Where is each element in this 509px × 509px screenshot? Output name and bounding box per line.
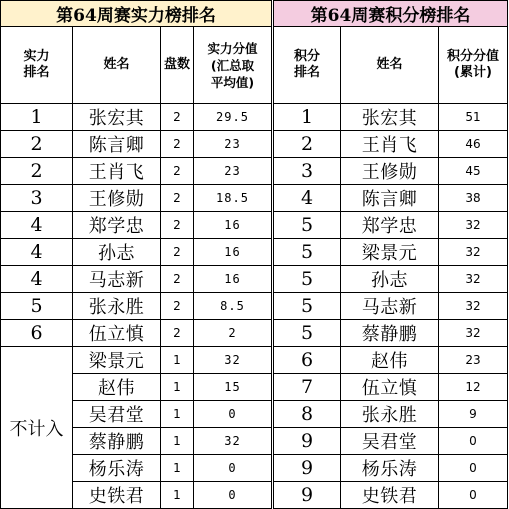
points-score-cell: 0 xyxy=(439,482,508,509)
games-cell: 2 xyxy=(161,104,194,131)
table-row xyxy=(274,293,508,320)
player-name-cell: 郑学忠 xyxy=(341,212,439,239)
player-name-cell: 王修勋 xyxy=(341,158,439,185)
strength-rank-cell: 6 xyxy=(1,320,73,347)
player-name-cell: 郑学忠 xyxy=(73,212,161,239)
points-rank-cell: 3 xyxy=(274,158,341,185)
header-strength-rank-label: 实力 排名 xyxy=(23,49,50,80)
games-cell: 2 xyxy=(161,158,194,185)
points-rank-cell: 8 xyxy=(274,401,341,428)
strength-score-cell: 23 xyxy=(194,131,272,158)
table-row xyxy=(274,428,508,455)
strength-score-cell: 16 xyxy=(194,239,272,266)
table-row xyxy=(274,239,508,266)
games-cell: 1 xyxy=(161,347,194,374)
strength-rank-cell: 3 xyxy=(1,185,73,212)
games-cell: 2 xyxy=(161,185,194,212)
table-row xyxy=(274,482,508,509)
player-name-cell: 杨乐涛 xyxy=(341,455,439,482)
games-cell: 2 xyxy=(161,239,194,266)
table-row xyxy=(1,131,272,158)
strength-score-cell: 16 xyxy=(194,212,272,239)
points-score-cell: 32 xyxy=(439,293,508,320)
strength-score-cell: 18.5 xyxy=(194,185,272,212)
points-ranking-table xyxy=(273,0,508,509)
games-cell: 1 xyxy=(161,455,194,482)
player-name-cell: 王修勋 xyxy=(73,185,161,212)
header-strength-score: 实力分值 (汇总取 平均值) xyxy=(194,27,272,104)
player-name-cell: 张永胜 xyxy=(73,293,161,320)
player-name-cell: 张永胜 xyxy=(341,401,439,428)
table-row xyxy=(274,158,508,185)
player-name-cell: 梁景元 xyxy=(73,347,161,374)
not-counted-label: 不计入 xyxy=(1,347,73,509)
player-name-cell: 伍立慎 xyxy=(73,320,161,347)
strength-rank-cell: 4 xyxy=(1,239,73,266)
table-row xyxy=(1,293,272,320)
player-name-cell: 王肖飞 xyxy=(73,158,161,185)
points-rank-cell: 2 xyxy=(274,131,341,158)
header-points-rank: 积分 排名 xyxy=(274,27,341,104)
player-name-cell: 伍立慎 xyxy=(341,374,439,401)
games-cell: 1 xyxy=(161,482,194,509)
strength-score-cell: 0 xyxy=(194,482,272,509)
table-row xyxy=(274,374,508,401)
player-name-cell: 蔡静鹏 xyxy=(73,428,161,455)
points-rank-cell: 9 xyxy=(274,482,341,509)
points-rank-cell: 1 xyxy=(274,104,341,131)
points-score-cell: 32 xyxy=(439,320,508,347)
strength-score-cell: 8.5 xyxy=(194,293,272,320)
games-cell: 2 xyxy=(161,212,194,239)
strength-rank-cell: 1 xyxy=(1,104,73,131)
points-score-cell: 0 xyxy=(439,428,508,455)
table-row xyxy=(274,320,508,347)
games-cell: 1 xyxy=(161,401,194,428)
strength-score-cell: 29.5 xyxy=(194,104,272,131)
games-cell: 2 xyxy=(161,131,194,158)
points-rank-cell: 5 xyxy=(274,266,341,293)
player-name-cell: 蔡静鹏 xyxy=(341,320,439,347)
strength-score-cell: 0 xyxy=(194,455,272,482)
table-row xyxy=(274,401,508,428)
points-score-cell: 12 xyxy=(439,374,508,401)
points-score-cell: 32 xyxy=(439,212,508,239)
points-rank-cell: 5 xyxy=(274,320,341,347)
strength-rank-cell: 2 xyxy=(1,158,73,185)
points-score-cell: 32 xyxy=(439,239,508,266)
points-rank-cell: 6 xyxy=(274,347,341,374)
points-score-cell: 45 xyxy=(439,158,508,185)
player-name-cell: 陈言卿 xyxy=(341,185,439,212)
player-name-cell: 孙志 xyxy=(73,239,161,266)
player-name-cell: 陈言卿 xyxy=(73,131,161,158)
player-name-cell: 史铁君 xyxy=(341,482,439,509)
table-row xyxy=(274,455,508,482)
points-rank-cell: 5 xyxy=(274,239,341,266)
games-cell: 1 xyxy=(161,374,194,401)
header-strength-rank xyxy=(1,27,73,104)
table-row xyxy=(1,266,272,293)
points-score-cell: 38 xyxy=(439,185,508,212)
points-rank-cell: 4 xyxy=(274,185,341,212)
header-games: 盘数 xyxy=(161,27,194,104)
strength-rank-cell: 4 xyxy=(1,212,73,239)
player-name-cell: 张宏其 xyxy=(341,104,439,131)
table-row xyxy=(1,158,272,185)
points-rank-cell: 9 xyxy=(274,428,341,455)
header-points-score: 积分分值 (累计) xyxy=(439,27,508,104)
points-score-cell: 51 xyxy=(439,104,508,131)
player-name-cell: 赵伟 xyxy=(73,374,161,401)
strength-score-cell: 0 xyxy=(194,401,272,428)
player-name-cell: 马志新 xyxy=(73,266,161,293)
points-score-cell: 32 xyxy=(439,266,508,293)
games-cell: 2 xyxy=(161,293,194,320)
points-score-cell: 0 xyxy=(439,455,508,482)
table-row xyxy=(1,347,272,374)
player-name-cell: 史铁君 xyxy=(73,482,161,509)
table-row xyxy=(274,266,508,293)
table-row xyxy=(1,185,272,212)
table-row xyxy=(274,347,508,374)
points-ranking-title: 第64周赛积分榜排名 xyxy=(274,1,508,27)
player-name-cell: 马志新 xyxy=(341,293,439,320)
strength-score-cell: 32 xyxy=(194,347,272,374)
header-name: 姓名 xyxy=(73,27,161,104)
table-row xyxy=(1,104,272,131)
games-cell: 1 xyxy=(161,428,194,455)
strength-score-cell: 32 xyxy=(194,428,272,455)
table-row xyxy=(274,185,508,212)
strength-score-cell: 23 xyxy=(194,158,272,185)
points-rank-cell: 9 xyxy=(274,455,341,482)
player-name-cell: 杨乐涛 xyxy=(73,455,161,482)
games-cell: 2 xyxy=(161,320,194,347)
games-cell: 2 xyxy=(161,266,194,293)
strength-score-cell: 15 xyxy=(194,374,272,401)
points-rank-cell: 7 xyxy=(274,374,341,401)
player-name-cell: 王肖飞 xyxy=(341,131,439,158)
player-name-cell: 赵伟 xyxy=(341,347,439,374)
table-row xyxy=(1,239,272,266)
player-name-cell: 梁景元 xyxy=(341,239,439,266)
strength-rank-cell: 4 xyxy=(1,266,73,293)
points-rank-cell: 5 xyxy=(274,212,341,239)
points-score-cell: 23 xyxy=(439,347,508,374)
table-row xyxy=(274,131,508,158)
strength-score-cell: 16 xyxy=(194,266,272,293)
strength-rank-cell: 2 xyxy=(1,131,73,158)
points-score-cell: 46 xyxy=(439,131,508,158)
player-name-cell: 吴君堂 xyxy=(73,401,161,428)
player-name-cell: 孙志 xyxy=(341,266,439,293)
strength-rank-cell: 5 xyxy=(1,293,73,320)
header-name: 姓名 xyxy=(341,27,439,104)
strength-ranking-title: 第64周赛实力榜排名 xyxy=(1,1,272,27)
table-row xyxy=(1,212,272,239)
strength-score-cell: 2 xyxy=(194,320,272,347)
points-score-cell: 9 xyxy=(439,401,508,428)
player-name-cell: 吴君堂 xyxy=(341,428,439,455)
table-row xyxy=(274,212,508,239)
table-row xyxy=(274,104,508,131)
points-rank-cell: 5 xyxy=(274,293,341,320)
table-row xyxy=(1,320,272,347)
player-name-cell: 张宏其 xyxy=(73,104,161,131)
